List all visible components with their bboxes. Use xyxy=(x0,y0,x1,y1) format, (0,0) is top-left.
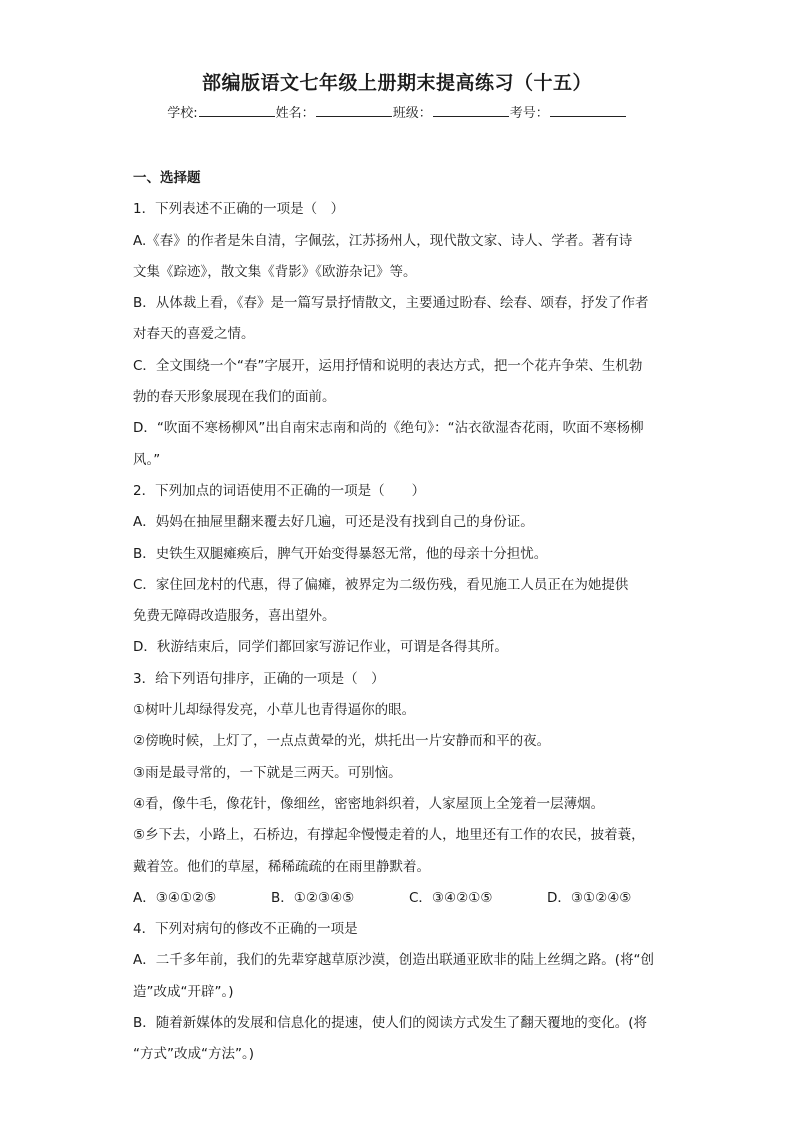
q3-option-c: C．③④②①⑤ xyxy=(409,889,493,906)
q2-option-d: D．秋游结束后，同学们都回家写游记作业，可谓是各得其所。 xyxy=(133,639,508,656)
q3-option-a: A．③④①②⑤ xyxy=(133,889,217,906)
class-label: 班级： xyxy=(392,106,432,121)
q2-option-c: C．家住回龙村的代惠，得了偏瘫，被界定为二级伤残，看见施工人员正在为她提供 xyxy=(133,576,629,593)
q4-option-a-cont: 造”改成“开辟”。) xyxy=(133,983,234,1000)
name-blank[interactable] xyxy=(316,104,392,117)
school-label: 学校: xyxy=(167,106,198,121)
q1-option-d: D．“吹面不寒杨柳风”出自南宋志南和尚的《绝句》：“沾衣欲湿杏花雨，吹面不寒杨柳 xyxy=(133,420,644,437)
class-blank[interactable] xyxy=(433,104,509,117)
school-blank[interactable] xyxy=(199,104,275,117)
q3-option-d: D．③①②④⑤ xyxy=(547,889,632,906)
q4-option-b: B．随着新媒体的发展和信息化的提速，使人们的阅读方式发生了翻天覆地的变化。(将 xyxy=(133,1015,648,1032)
q1-option-b: B．从体裁上看，《春》是一篇写景抒情散文，主要通过盼春、绘春、颂春，抒发了作者 xyxy=(133,295,649,312)
q3-options-row xyxy=(133,883,663,914)
q1-option-c: C．全文围绕一个“春”字展开，运用抒情和说明的表达方式，把一个花卉争荣、生机勃 xyxy=(133,357,643,374)
name-label: 姓名： xyxy=(275,106,315,121)
q3-option-b: B．①②③④⑤ xyxy=(271,889,355,906)
section-heading: 一、选择题 xyxy=(133,170,201,186)
q3-sentence-2: ②傍晚时候，上灯了，一点点黄晕的光，烘托出一片安静而和平的夜。 xyxy=(133,733,551,750)
q1-option-d-cont: 风。” xyxy=(133,451,161,468)
page-title: 部编版语文七年级上册期末提高练习（十五） xyxy=(201,72,592,94)
q4-option-a: A．二千多年前，我们的先辈穿越草原沙漠，创造出联通亚欧非的陆上丝绸之路。(将“创 xyxy=(133,952,654,969)
q4-stem: 4．下列对病句的修改不正确的一项是 xyxy=(133,921,358,938)
q3-stem: 3．给下列语句排序，正确的一项是（ ） xyxy=(133,670,385,687)
q1-option-a: A.《春》的作者是朱自清，字佩弦，江苏扬州人，现代散文家、诗人、学者。著有诗 xyxy=(133,232,633,249)
question-content xyxy=(133,163,663,1071)
q1-option-b-cont: 对春天的喜爱之情。 xyxy=(133,326,255,343)
q1-stem: 1．下列表述不正确的一项是（ ） xyxy=(133,201,345,218)
q3-sentence-5: ⑤乡下去，小路上，石桥边，有撑起伞慢慢走着的人，地里还有工作的农民，披着蓑， xyxy=(133,827,645,844)
q3-sentence-4: ④看，像牛毛，像花针，像细丝，密密地斜织着，人家屋顶上全笼着一层薄烟。 xyxy=(133,795,605,812)
exam-no-blank[interactable] xyxy=(550,104,626,117)
q2-stem: 2．下列加点的词语使用不正确的一项是（ ） xyxy=(133,482,426,499)
q2-option-a: A．妈妈在抽屉里翻来覆去好几遍，可还是没有找到自己的身份证。 xyxy=(133,514,534,531)
q1-option-a-cont: 文集《踪迹》，散文集《背影》《欧游杂记》等。 xyxy=(133,263,417,280)
q3-sentence-1: ①树叶儿却绿得发亮，小草儿也青得逼你的眼。 xyxy=(133,702,416,719)
q1-option-c-cont: 勃的春天形象展现在我们的面前。 xyxy=(133,389,336,406)
q4-option-b-cont: “方式”改成“方法”。) xyxy=(133,1046,254,1063)
student-info-row xyxy=(0,102,794,121)
exam-no-label: 考号： xyxy=(509,106,549,121)
q3-sentence-5-cont: 戴着笠。他们的草屋，稀稀疏疏的在雨里静默着。 xyxy=(133,858,430,875)
q3-sentence-3: ③雨是最寻常的，一下就是三两天。可别恼。 xyxy=(133,764,402,781)
q2-option-b: B．史铁生双腿瘫痪后，脾气开始变得暴怒无常，他的母亲十分担忧。 xyxy=(133,545,548,562)
q2-option-c-cont: 免费无障碍改造服务，喜出望外。 xyxy=(133,608,336,625)
